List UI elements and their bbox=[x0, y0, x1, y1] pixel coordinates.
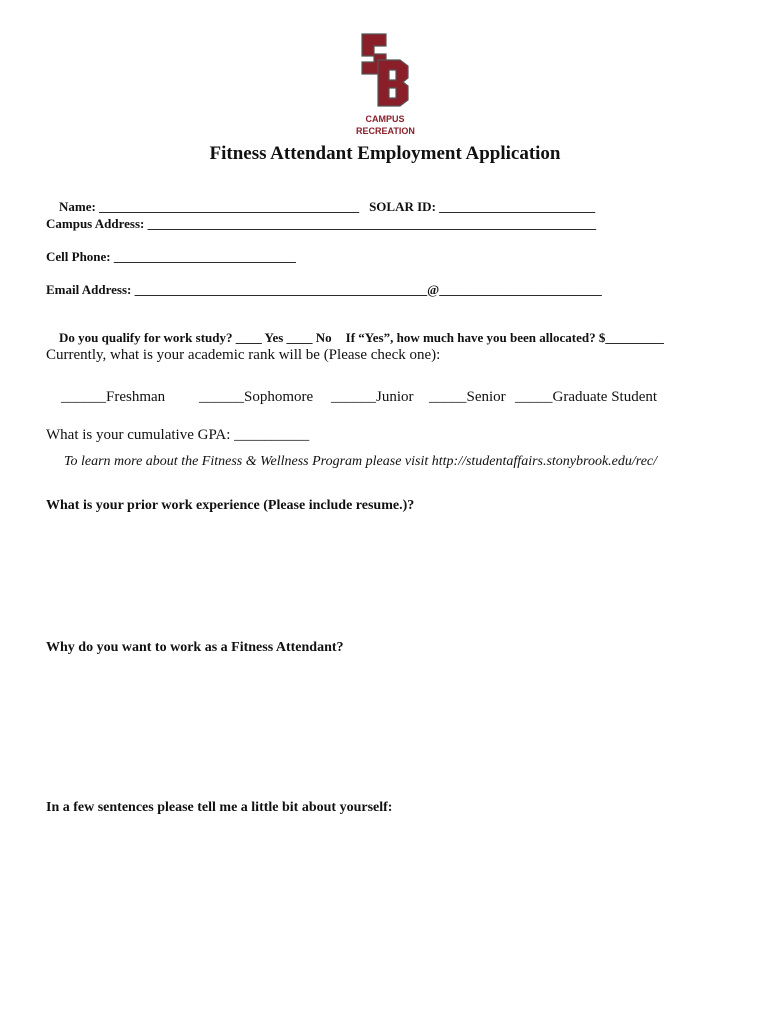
prior-experience-question: What is your prior work experience (Please include resume.)? bbox=[46, 498, 415, 513]
page-title: Fitness Attendant Employment Application bbox=[209, 143, 561, 164]
gpa-field[interactable]: What is your cumulative GPA: __________ bbox=[46, 427, 310, 443]
academic-rank-options bbox=[46, 372, 657, 423]
why-work-question: Why do you want to work as a Fitness Attendant? bbox=[46, 640, 344, 655]
campus-recreation-logo bbox=[356, 30, 414, 140]
cell-phone-field[interactable]: Cell Phone: ____________________________ bbox=[46, 249, 296, 264]
rank-option-junior[interactable]: ______Junior bbox=[331, 389, 414, 405]
program-info-note: To learn more about the Fitness & Wellness Program please visit http://studentaffairs.stonybrook.edu/rec/ bbox=[64, 454, 658, 469]
solar-id-field[interactable]: SOLAR ID: ________________________ bbox=[369, 199, 596, 214]
academic-rank-question: Currently, what is your academic rank will be (Please check one): bbox=[46, 347, 441, 363]
email-address-field[interactable]: Email Address: _____________________________________________@_________________________ bbox=[46, 282, 602, 297]
about-yourself-question: In a few sentences please tell me a little bit about yourself: bbox=[46, 800, 393, 815]
logo-line-recreation: RECREATION bbox=[356, 126, 415, 136]
rank-option-senior[interactable]: _____Senior bbox=[429, 389, 506, 405]
logo-line-campus: CAMPUS bbox=[365, 114, 405, 124]
rank-option-sophomore[interactable]: ______Sophomore bbox=[199, 389, 314, 405]
work-study-question[interactable]: Do you qualify for work study? ____ Yes ____ No bbox=[59, 330, 332, 345]
rank-option-graduate[interactable]: _____Graduate Student bbox=[515, 389, 658, 405]
work-study-allocation-field[interactable]: If “Yes”, how much have you been allocated? $_________ bbox=[345, 330, 664, 345]
campus-address-field[interactable]: Campus Address: _____________________________________________________________________ bbox=[46, 216, 597, 231]
name-field[interactable]: Name: ________________________________________ bbox=[59, 199, 360, 214]
rank-option-freshman[interactable]: ______Freshman bbox=[61, 389, 166, 405]
